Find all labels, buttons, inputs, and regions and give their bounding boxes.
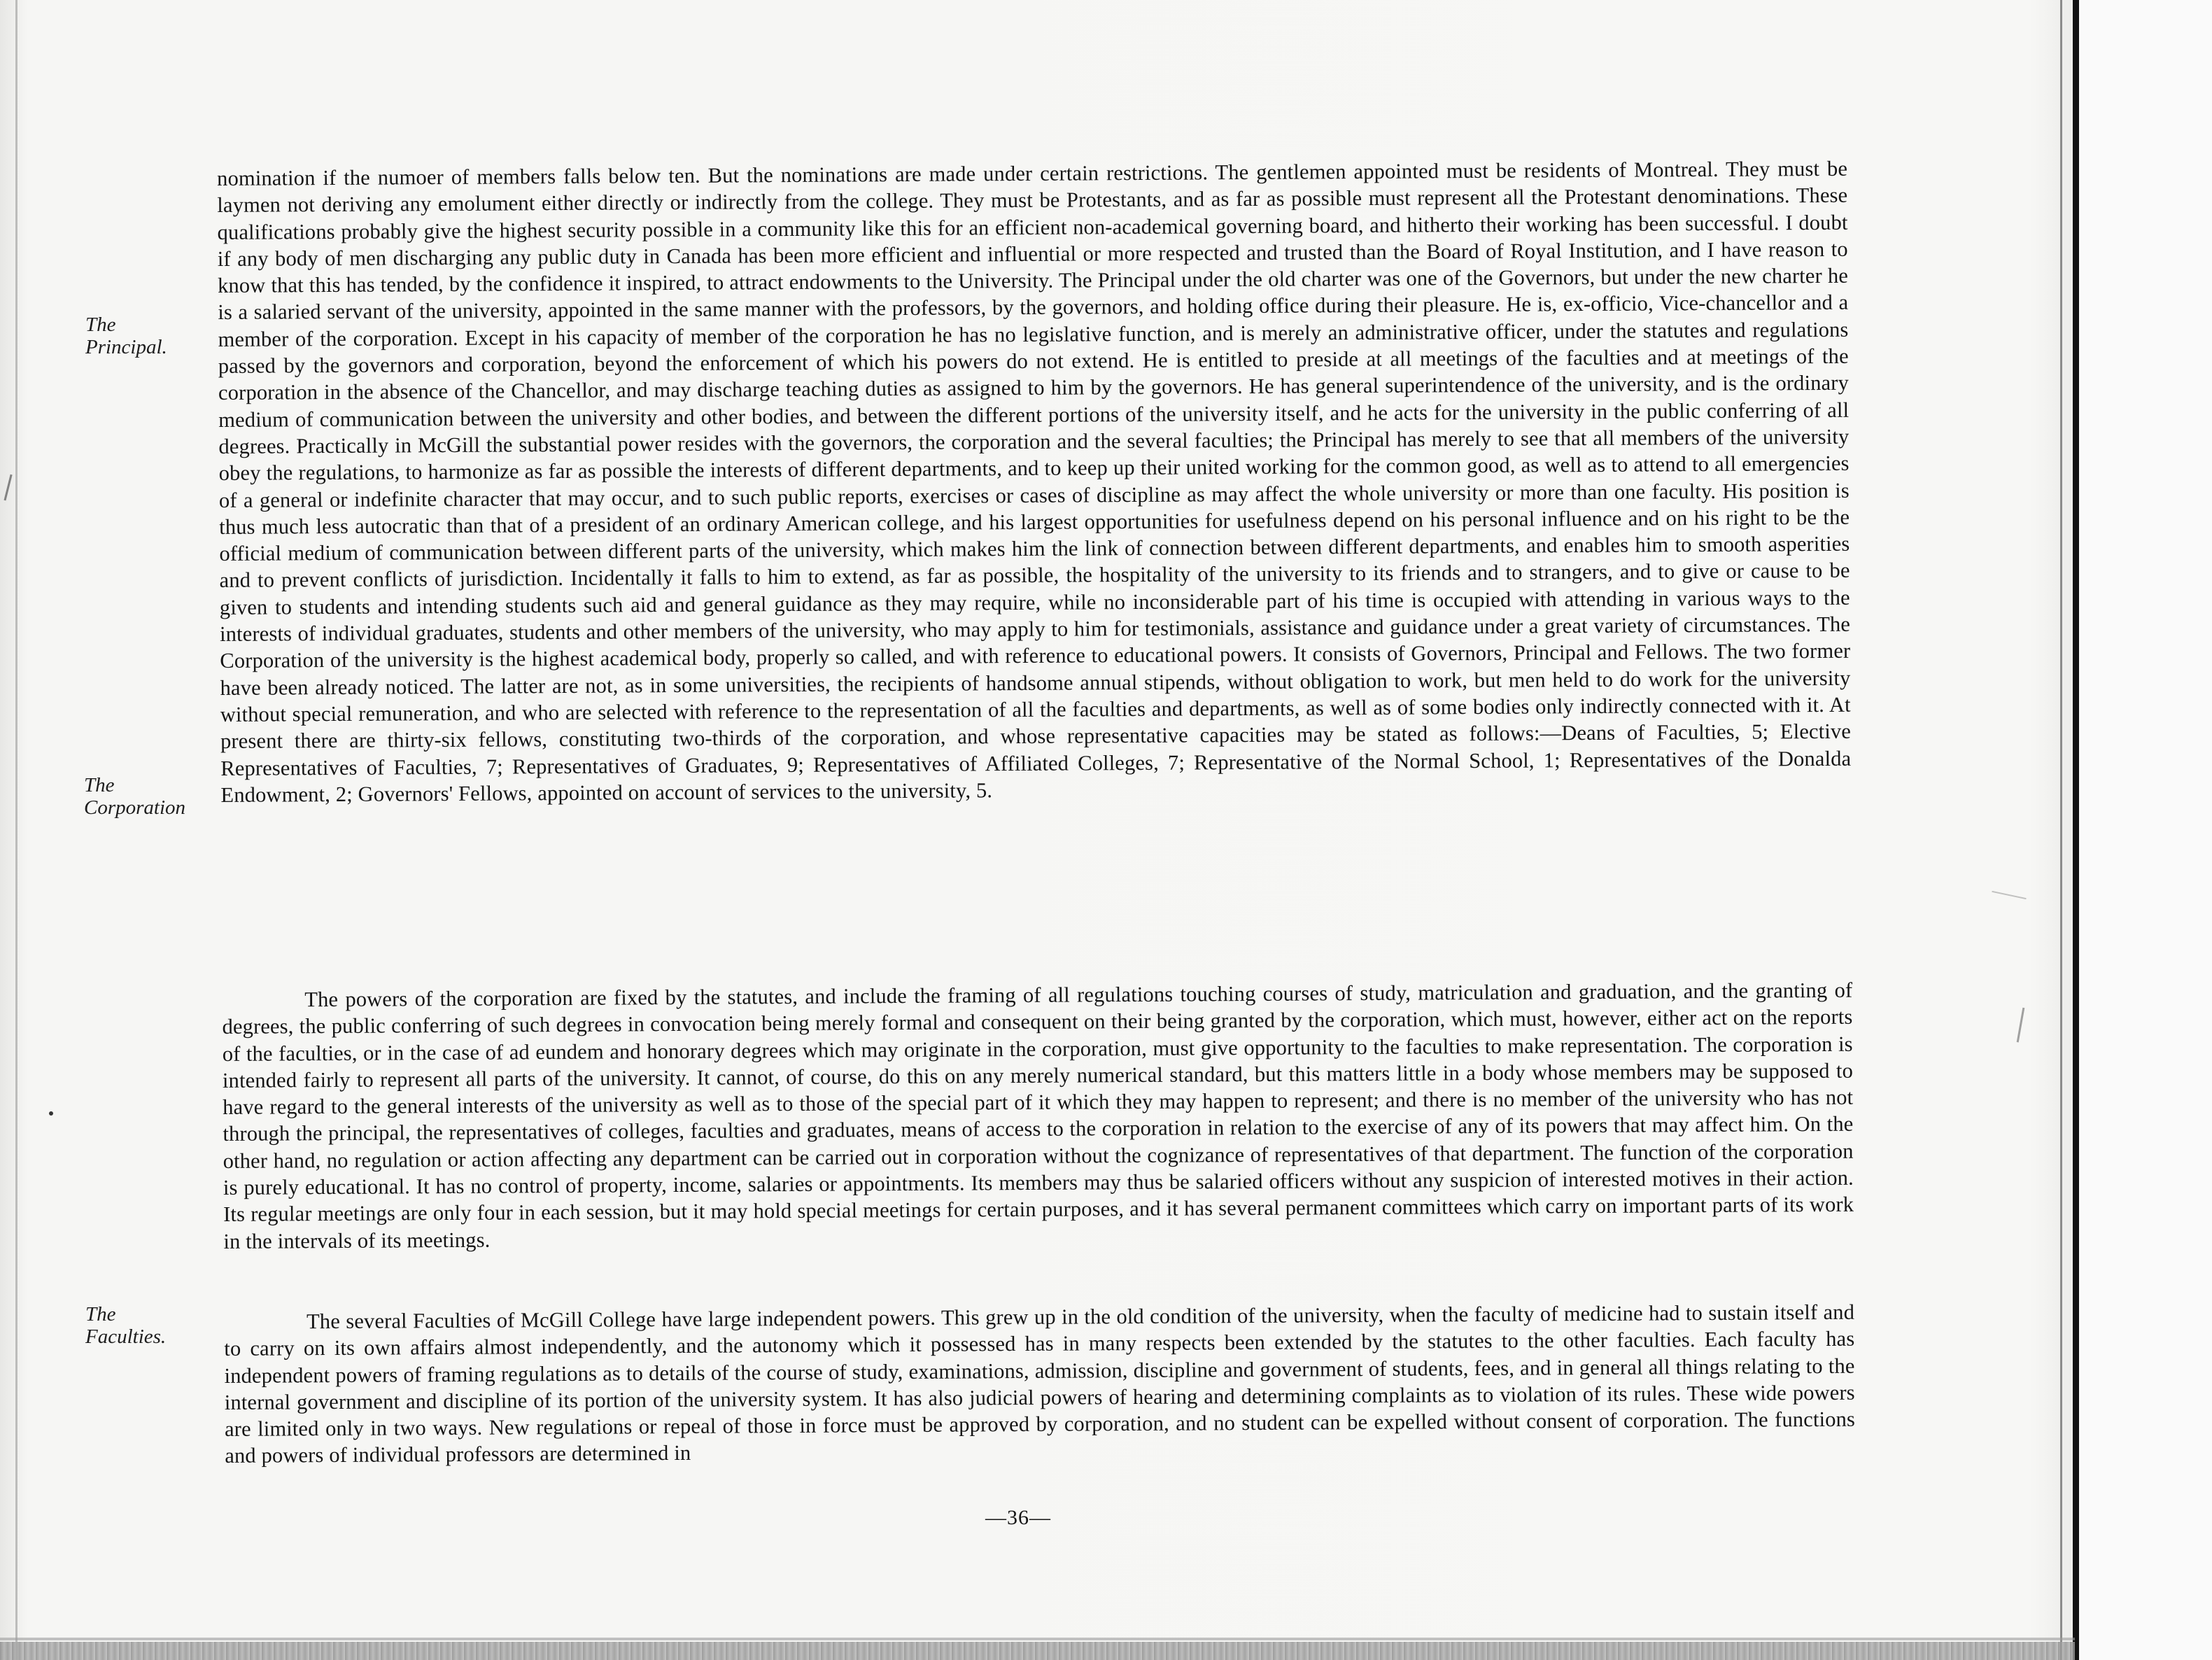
- paragraph-corporation-powers: The powers of the corporation are fixed by the statutes, and include the framing of all regulations touching courses of study, matriculation and graduation, and the granting of degrees, the public conferring of such degrees in convocation being merely formal and consequent on their being granted by the corporation, which must, however, either act on the reports of the faculties, or in the case of ad eundem and honorary degrees which may originate in the corporation, must give opportunity to the faculties to make representation. The corporation is intended fairly to represent all parts of the university. It cannot, of course, do this on any merely numerical standard, but this matters little in a body whose members may be supposed to have regard to the general interests of the university as well as to those of the special part of it which they may happen to represent; and there is no member of the university who has not through the principal, the representatives of colleges, faculties and graduates, means of access to the corporation in relation to the exercise of any of its powers that may affect him. On the other hand, no regulation or action affecting any department can be carried out in corporation without the cognizance of representatives of that department. The function of the corporation is purely educational. It has no control of property, income, salaries or appointments. Its members may thus be salaried officers without any suspicion of interested motives in their action. Its regular meetings are only four in each session, but it may hold special meetings for certain purposes, and it has several permanent committees which carry on important parts of its work in the intervals of its meetings.: [222, 978, 1854, 1253]
- bottom-scan-line: [0, 1638, 2075, 1640]
- scan-margin: [2079, 0, 2212, 1660]
- paragraph-faculties: The several Faculties of McGill College have large independent powers. This grew up in the old condition of the university, when the faculty of medicine had to sustain itself and to carry on its own affairs almost independently, and the autonomy which it possessed has in many respects been extended by the statutes to the other faculties. Each faculty has independent powers of framing regulations as to details of the course of study, examinations, admission, discipline and government of students, fees, and in general all things relating to the internal government and discipline of its portion of the university system. It has also judicial powers of hearing and determining complaints as to violation of its rules. These wide powers are limited only in two ways. New regulations or repeal of those in force must be approved by corporation, and no student can be expelled without consent of corporation. The functions and powers of individual professors are determined in: [224, 1300, 1856, 1468]
- bottom-scan-strip: [0, 1642, 2075, 1660]
- sidenote-principal: The Principal.: [85, 314, 167, 358]
- page-number: —36—: [985, 1506, 1051, 1529]
- page-left-edge: [15, 0, 17, 1660]
- sidenote-corporation: The Corporation: [84, 774, 186, 819]
- page-right-shadow: [2060, 0, 2062, 1660]
- scan-speck: [49, 1111, 53, 1116]
- sidenote-faculties: The Faculties.: [85, 1303, 167, 1348]
- page-right-edge: [2073, 0, 2079, 1660]
- paragraph-principal-corporation: nomination if the numoer of members falls below ten. But the nominations are made under certain restrictions. The gentlemen appointed must be residents of Montreal. They must be laymen not deriving any emolument either directly or indirectly from the college. They must be Protestants, and as far as possible must represent all the Protestant denominations. These qualifications probably give the highest security possible in a community like this for an efficient non-academical governing board, and hitherto their working has been successful. I doubt if any body of men discharging any public duty in Canada has been more efficient and influential or more respected and trusted than the Board of Royal Institution, and I have reason to know that this has tended, by the confidence it inspired, to attract endowments to the University. The Principal under the old charter was one of the Governors, but under the new charter he is a salaried servant of the university, appointed in the same manner with the professors, by the governors, and holding office during their pleasure. He is, ex-officio, Vice-chancellor and a member of the corporation. Except in his capacity of member of the corporation he has no legislative function, and is merely an administrative officer, under the statutes and regulations passed by the governors and corporation, beyond the enforcement of which his powers do not extend. He is entitled to preside at all meetings of the faculties and at meetings of the corporation in the absence of the Chancellor, and may discharge teaching duties as assigned to him by the governors. He has general superintendence of the university, and is the ordinary medium of communication between the university and other bodies, and between the different portions of the university itself, and he acts for the university in the public conferring of all degrees. Practically in McGill the substantial power resides with the governors, the corporation and the several faculties; the Principal has merely to see that all members of the university obey the regulations, to harmonize as far as possible the interests of different departments, and to keep up their united working for the common good, as well as to attend to all emergencies of a general or indefinite character that may occur, and to such public reports, exercises or cases of discipline as may affect the whole university or more than one faculty. His position is thus much less autocratic than that of a president of an ordinary American college, and his largest opportunities for usefulness depend on his personal influence and on his right to be the official medium of communication between different parts of the university, which makes him the link of connection between different departments, and enables him to smooth asperities and to prevent conflicts of jurisdiction. Incidentally it falls to him to extend, as far as possible, the hospitality of the university to its friends and to strangers, and to give or cause to be given to students and intending students such aid and general guidance as they may require, while no inconsiderable part of his time is occupied with attending in various ways to the interests of individual graduates, students and other members of the university, who may apply to him for testimonials, assistance and guidance under a great variety of circumstances. The Corporation of the university is the highest academical body, properly so called, and with reference to educational powers. It consists of Governors, Principal and Fellows. The two former have been already noticed. The latter are not, as in some universities, the recipients of handsome annual stipends, without obligation to work, but men held to do work for the university without special remuneration, and who are selected with reference to the representation of all the faculties and departments, as well as of some bodies only indirectly connected with it. At present there are thirty-six fellows, constituting two-thirds of the corporation, and whose representative capacities may be stated as follows:—Deans of Faculties, 5; Elective Representatives of Faculties, 7; Representatives of Graduates, 9; Representatives of Affiliated Colleges, 7; Representative of the Normal School, 1; Representatives of the Donalda Endowment, 2; Governors' Fellows, appointed on account of services to the university, 5.: [217, 156, 1852, 807]
